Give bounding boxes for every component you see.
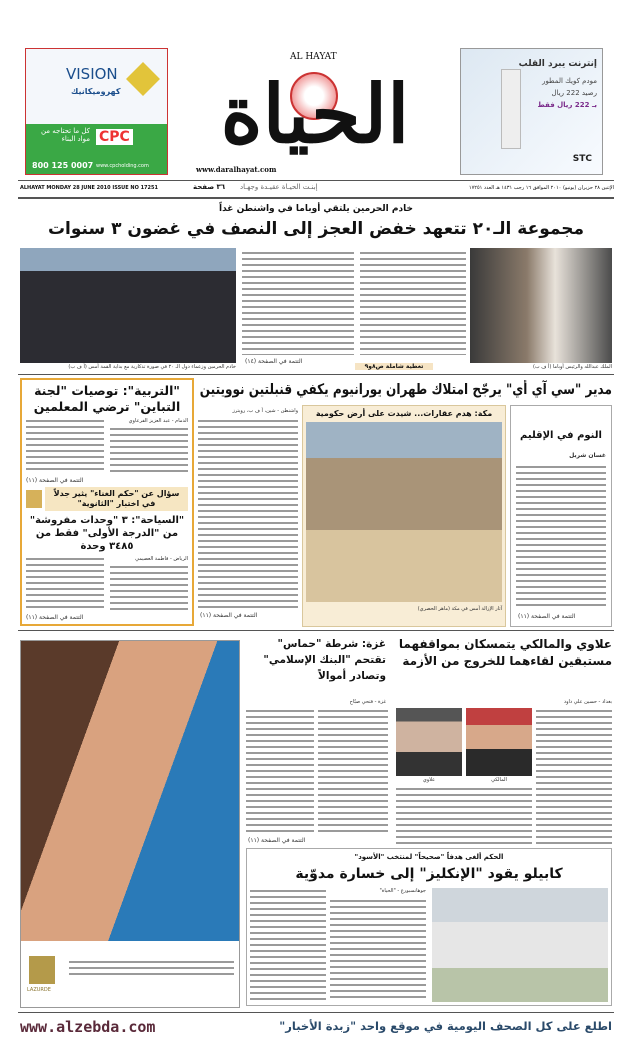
- continued-label: التتمة في الصفحة (١١): [200, 612, 258, 619]
- arabic-date: الإثنين ٢٨ حزيران (يونيو) ٢٠١٠ الموافق ١٦ رجب ١٤٣١ هـ العدد ١٧٢٥١: [468, 185, 614, 191]
- continued-label: التتمة في الصفحة (١١): [26, 476, 84, 484]
- photo-caption: علاوي: [422, 777, 436, 783]
- lazurde-logo: [29, 956, 55, 984]
- education-article: [110, 426, 188, 474]
- ad-phone: 800 125 0007: [32, 161, 94, 170]
- ad-line: رصيد 222 ريال: [551, 89, 597, 97]
- english-date: ALHAYAT MONDAY 28 JUNE 2010 ISSUE NO 17251: [20, 185, 158, 191]
- education-byline: الدمام - عبد العزيز الفرعاوي: [128, 418, 188, 424]
- photo-caption: الملك عبدالله والرئيس أوباما (أ ف ب): [532, 364, 612, 370]
- footer-site[interactable]: www.alzebda.com: [20, 1018, 156, 1036]
- footer-promo-wrap: [170, 1019, 612, 1033]
- sports-headline[interactable]: كابيلو يقود "الإنكليز" إلى خسارة مدوّية: [295, 866, 563, 882]
- cia-headline-wrap: [200, 380, 612, 400]
- sports-headline-wrap: [248, 865, 610, 884]
- singing-question-box[interactable]: سؤال عن "حكم الغناء" يثير جدلاً في اختبار "الثانوية": [45, 487, 188, 511]
- ad-lazurde[interactable]: [20, 640, 240, 1008]
- photo-maliki: [466, 708, 532, 776]
- ad-photo-model: [21, 641, 239, 941]
- education-box: [20, 378, 194, 626]
- ad-brand: STC: [572, 154, 592, 164]
- photo-king-obama: [470, 248, 612, 363]
- lazurde-brand: LAZURDE: [27, 987, 51, 993]
- ad-title: إنترنت يبرد القلب: [518, 59, 597, 69]
- ad-line: بـ 222 ريال فقط: [537, 101, 597, 109]
- lead-headline[interactable]: مجموعة الـ٢٠ تتعهد خفض العجز إلى النصف في غضون ٣ سنوات: [47, 219, 585, 239]
- column-article: [516, 464, 606, 609]
- gaza-article: [318, 708, 388, 834]
- tourism-byline: الرياض - فاطمة العصيمي: [135, 555, 188, 562]
- column-author: غسان شربل: [569, 452, 606, 459]
- ad-copy: [69, 959, 234, 975]
- mecca-title[interactable]: مكة: هدم عقارات... شيدت على أرض حكومية: [315, 409, 493, 418]
- logo-en: AL HAYAT: [290, 52, 337, 62]
- continued-label: التتمة في الصفحة (١١): [518, 613, 576, 620]
- cia-article: [198, 418, 298, 608]
- cpc-logo: CPC: [96, 129, 133, 145]
- iraq-byline: بغداد - حسين علي داود: [563, 699, 612, 705]
- education-article: [26, 418, 104, 474]
- website[interactable]: www.daralhayat.com: [196, 165, 277, 174]
- ad-stc[interactable]: [460, 48, 603, 175]
- ministry-logo-icon: [26, 490, 42, 508]
- continued-label: التتمة في الصفحة (١١): [26, 614, 84, 621]
- ad-brand-ar: كهروميكانيك: [71, 87, 121, 96]
- modem-image: [501, 69, 521, 149]
- gaza-headline[interactable]: غزة: شرطة "حماس" تقتحم "البنك الإسلامي" وتصادر أموالاً: [263, 638, 386, 682]
- iraq-article: [536, 708, 612, 844]
- sports-article: [330, 898, 426, 1002]
- ad-brand: VISION: [66, 65, 118, 83]
- photo-england-match: [432, 888, 608, 1002]
- sports-kicker: الحكم ألغى هدفاً "صحيحاً" لمنتخب "الأسود": [354, 853, 504, 861]
- gaza-article: [246, 708, 314, 834]
- mecca-title-wrap: [304, 408, 504, 419]
- lead-article: [360, 250, 466, 355]
- sports-byline: جوهانسبورغ - "الحياة": [379, 888, 426, 894]
- tourism-article: [110, 564, 188, 612]
- page-count: ٣٦ صفحة: [193, 183, 226, 191]
- photo-g20-leaders: [20, 248, 236, 363]
- footer-promo[interactable]: اطلع على كل الصحف اليومية في موقع واحد "زبدة الأخبار": [279, 1019, 612, 1033]
- logo-ar: الحياة: [220, 67, 410, 161]
- sports-article: [250, 888, 326, 1002]
- continued-label: التتمة في الصفحة (١١): [248, 837, 306, 844]
- photo-caption: خادم الحرمين وزعماء دول الـ ٢٠ في صورة تذكارية مع بداية القمة أمس (أ ف ب): [68, 364, 236, 370]
- photo-mecca-demolition: [306, 422, 502, 602]
- tourism-headline[interactable]: "السياحة": ٣ "وحدات مفروشة" من "الدرجة الأولى" فقط من ٣٤٨٥ وحدة: [29, 514, 185, 552]
- continued-label: التتمة في الصفحة (١٤): [245, 358, 303, 365]
- cia-headline[interactable]: مدير "سي آي أي" يرجّح امتلاك طهران يورانيوم يكفي قنبلتين نوويتين: [199, 382, 612, 398]
- cia-byline: واشنطن - شين، أ ف ب، رويترز: [232, 408, 298, 414]
- column-title[interactable]: النوم في الإقليم: [520, 430, 602, 441]
- education-headline[interactable]: "التربية": توصيات "لجنة التباين" ترضي المعلمين: [33, 383, 181, 414]
- gaza-byline: غزة - فتحي صبّاح: [349, 699, 386, 705]
- ad-tagline: كل ما تحتاجه من مواد البناء: [40, 127, 90, 143]
- ad-vision-cpc[interactable]: [25, 48, 168, 175]
- coverage-box[interactable]: تغطية شاملة ص٨و٩: [355, 363, 433, 370]
- photo-caption: آثار الإزالة أمس في مكة (ماهر الحصري): [417, 606, 502, 612]
- lead-kicker: خادم الحرمين يلتقي أوباما في واشنطن غداً: [219, 204, 413, 214]
- motto: إبنـت الحيـاة عقيـدة وجهـاد: [240, 183, 318, 191]
- lead-article: [242, 250, 354, 355]
- tourism-article: [26, 556, 104, 612]
- photo-caption: المالكي: [491, 777, 507, 783]
- ad-site: www.cpcholding.com: [96, 163, 149, 169]
- iraq-article: [396, 786, 532, 844]
- lead-headline-wrap: [18, 218, 614, 240]
- photo-allawi: [396, 708, 462, 776]
- vision-logo-icon: [126, 62, 160, 96]
- ad-line: مودم كويك المطور: [542, 77, 597, 85]
- iraq-headline[interactable]: علاوي والمالكي يتمسكان بمواقفهما مستبقين لقاءهما للخروج من الأزمة: [398, 637, 612, 668]
